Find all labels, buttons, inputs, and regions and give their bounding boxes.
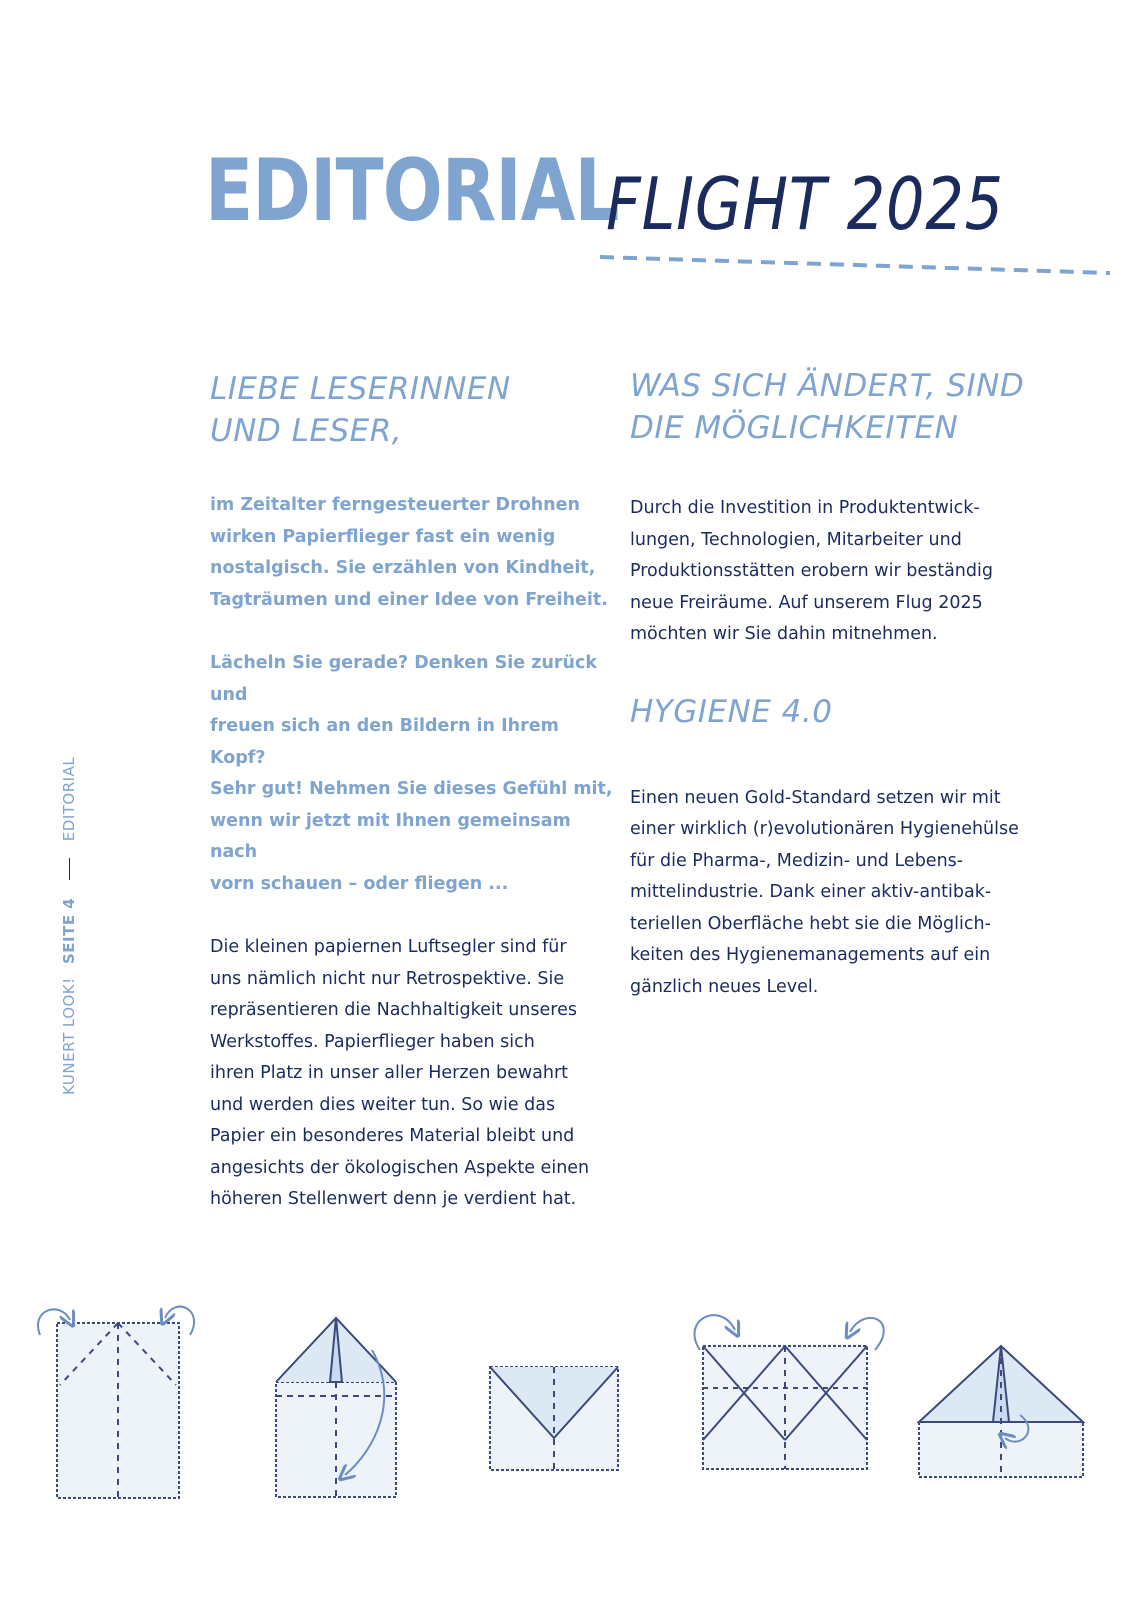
changes-paragraph bbox=[630, 493, 1050, 651]
body-line: angesichts der ökologischen Aspekte einen bbox=[210, 1157, 590, 1178]
folding-step-1 bbox=[38, 1307, 194, 1498]
paper-plane-folding-steps-icon bbox=[0, 1290, 1132, 1520]
folding-step-2 bbox=[276, 1318, 396, 1497]
body-line: neue Freiräume. Auf unserem Flug 2025 bbox=[630, 592, 983, 613]
right-column bbox=[630, 365, 1050, 1003]
changes-heading-line2: DIE MÖGLICHKEITEN bbox=[630, 410, 959, 446]
side-label-divider bbox=[69, 858, 70, 880]
body-paragraph bbox=[210, 932, 620, 1216]
body-line: uns nämlich nicht nur Retrospektive. Sie bbox=[210, 968, 565, 989]
hygiene-heading: HYGIENE 4.0 bbox=[630, 693, 833, 730]
lead-line: vorn schauen – oder fliegen ... bbox=[210, 873, 509, 894]
greeting-heading bbox=[210, 368, 620, 452]
lead-line: wirken Papierflieger fast ein wenig bbox=[210, 526, 556, 547]
page-title: EDITORIAL bbox=[205, 141, 619, 241]
lead-line: im Zeitalter ferngesteuerter Drohnen bbox=[210, 495, 580, 515]
body-line: Papier ein besonderes Material bleibt und bbox=[210, 1126, 575, 1146]
lead-paragraph-1 bbox=[210, 490, 620, 616]
body-line: einer wirklich (r)evolutionären Hygienehülse bbox=[630, 819, 1019, 839]
body-line: repräsentieren die Nachhaltigkeit unseres bbox=[210, 1000, 577, 1020]
page-subtitle: FLIGHT 2025 bbox=[606, 162, 1004, 246]
body-line: Werkstoffes. Papierflieger haben sich bbox=[210, 1031, 535, 1052]
changes-heading-line1: WAS SICH ÄNDERT, SIND bbox=[630, 368, 1025, 404]
folding-step-3 bbox=[490, 1367, 618, 1470]
body-line: ihren Platz in unser aller Herzen bewahrt bbox=[210, 1063, 569, 1083]
dashed-flight-path bbox=[600, 255, 1120, 279]
body-line: Durch die Investition in Produktentwick- bbox=[630, 498, 980, 518]
folding-step-5 bbox=[919, 1346, 1083, 1477]
body-line: für die Pharma-, Medizin- und Lebens- bbox=[630, 850, 964, 871]
lead-line: freuen sich an den Bildern in Ihrem Kopf? bbox=[210, 716, 559, 768]
side-label-brand: KUNERT LOOK! bbox=[60, 977, 78, 1095]
side-label-page: SEITE 4 bbox=[60, 897, 78, 965]
greeting-heading-line1: LIEBE LESERINNEN bbox=[210, 371, 511, 407]
lead-line: nostalgisch. Sie erzählen von Kindheit, bbox=[210, 558, 596, 578]
body-line: lungen, Technologien, Mitarbeiter und bbox=[630, 529, 962, 550]
lead-line: Tagträumen und einer Idee von Freiheit. bbox=[210, 589, 608, 610]
body-line: gänzlich neues Level. bbox=[630, 976, 819, 997]
body-line: höheren Stellenwert denn je verdient hat. bbox=[210, 1189, 577, 1209]
body-line: mittelindustrie. Dank einer aktiv-antibak- bbox=[630, 882, 992, 902]
body-line: teriellen Oberfläche hebt sie die Möglich- bbox=[630, 913, 991, 934]
body-line: keiten des Hygienemanagements auf ein bbox=[630, 945, 991, 965]
body-line: Produktionsstätten erobern wir beständig bbox=[630, 561, 993, 581]
changes-heading bbox=[630, 365, 1050, 449]
body-line: Die kleinen papiernen Luftsegler sind für bbox=[210, 937, 567, 957]
folding-step-4 bbox=[695, 1315, 884, 1469]
lead-paragraph-2 bbox=[210, 648, 620, 900]
body-line: Einen neuen Gold-Standard setzen wir mit bbox=[630, 787, 1001, 808]
lead-line: Sehr gut! Nehmen Sie dieses Gefühl mit, bbox=[210, 779, 613, 799]
side-label bbox=[60, 757, 78, 1095]
lead-line: Lächeln Sie gerade? Denken Sie zurück und bbox=[210, 653, 597, 705]
hygiene-paragraph bbox=[630, 783, 1050, 1004]
left-column bbox=[210, 368, 620, 1216]
body-line: und werden dies weiter tun. So wie das bbox=[210, 1094, 556, 1115]
body-line: möchten wir Sie dahin mitnehmen. bbox=[630, 624, 938, 644]
lead-line: wenn wir jetzt mit Ihnen gemeinsam nach bbox=[210, 810, 571, 862]
greeting-heading-line2: UND LESER, bbox=[210, 413, 403, 449]
side-label-section: EDITORIAL bbox=[60, 756, 78, 842]
